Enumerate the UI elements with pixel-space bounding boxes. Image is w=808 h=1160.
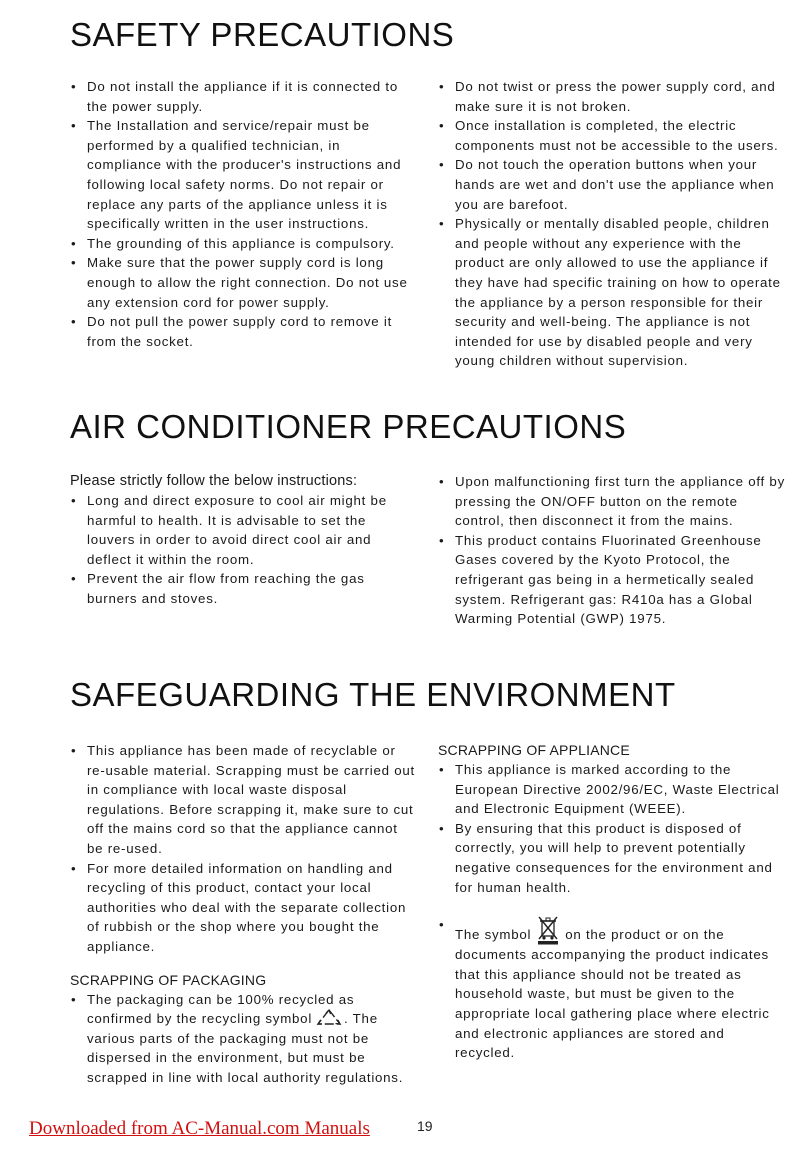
crossed-bin-icon bbox=[535, 915, 561, 945]
safety-title: SAFETY PRECAUTIONS bbox=[70, 16, 455, 53]
list-item bbox=[438, 915, 788, 1063]
environment-title: SAFEGUARDING THE ENVIRONMENT bbox=[70, 676, 676, 713]
list-item: • Do not twist or press the power supply cord, and make sure it is not broken. bbox=[438, 77, 788, 116]
list-item: • The Installation and service/repair must be performed by a qualified technician, in compliance with the producer's instructions and following local safety norms. Do not repair or replace any parts of the appliance unless it is specifically written in the user instructions. bbox=[70, 116, 415, 234]
list-item: • Long and direct exposure to cool air might be harmful to health. It is advisable to set the louvers in order to avoid direct cool air and deflect it within the room. bbox=[70, 491, 415, 569]
safety-right-column bbox=[438, 77, 788, 371]
list-item: • Once installation is completed, the electric components must not be accessible to the users. bbox=[438, 116, 788, 155]
list-item: • For more detailed information on handling and recycling of this product, contact your local authorities who deal with the separate collection of rubbish or the shop where you bought the appliance. bbox=[70, 859, 415, 957]
ac-left-column bbox=[70, 472, 415, 609]
packaging-heading: SCRAPPING OF PACKAGING bbox=[70, 971, 267, 988]
env-left-column bbox=[70, 741, 415, 1088]
recycle-symbol-icon bbox=[316, 1009, 342, 1026]
env-right-column bbox=[438, 741, 788, 1063]
packaging-text-start: The packaging can be 100% recycled as confirmed by the recycling symbol bbox=[87, 991, 355, 1027]
symbol-text-end: on the product or on the documents accompanying the product indicates that this appliance should not be treated as household waste, but must be given to the appropriate local gathering place where electric and electronic appliances are stored and recycled. bbox=[455, 927, 770, 1061]
list-item: • Make sure that the power supply cord is long enough to allow the right connection. Do not use any extension cord for power supply. bbox=[70, 253, 415, 312]
safety-left-column bbox=[70, 77, 415, 351]
list-item: • This appliance has been made of recyclable or re-usable material. Scrapping must be carried out in compliance with local waste disposal regulations. Before scrapping it, make sure to cut off the mains cord so that the appliance cannot be re-used. bbox=[70, 741, 415, 859]
list-item: • Do not pull the power supply cord to remove it from the socket. bbox=[70, 312, 415, 351]
list-item: • This product contains Fluorinated Greenhouse Gases covered by the Kyoto Protocol, the refrigerant gas being in a hermetically sealed system. Refrigerant gas: R410a has a Global Warming Potential (GWP) 1975. bbox=[438, 531, 788, 629]
list-item: • Prevent the air flow from reaching the gas burners and stoves. bbox=[70, 569, 415, 608]
ac-intro: Please strictly follow the below instructions: bbox=[70, 473, 358, 489]
air-conditioner-title: AIR CONDITIONER PRECAUTIONS bbox=[70, 408, 627, 445]
appliance-heading: SCRAPPING OF APPLIANCE bbox=[438, 742, 630, 758]
list-item bbox=[70, 990, 415, 1088]
page-number: 19 bbox=[417, 1118, 433, 1134]
list-item: • Upon malfunctioning first turn the appliance off by pressing the ON/OFF button on the remote control, then disconnect it from the mains. bbox=[438, 472, 788, 531]
list-item: • By ensuring that this product is disposed of correctly, you will help to prevent potentially negative consequences for the environment and for human health. bbox=[438, 819, 788, 897]
list-item: • Physically or mentally disabled people, children and people without any experience with the product are only allowed to use the appliance if they have had specific training on how to operate the appliance by a person responsible for their security and well-being. The appliance is not intended for use by disabled people and very young children without supervision. bbox=[438, 214, 788, 371]
list-item: • This appliance is marked according to the European Directive 2002/96/EC, Waste Electrical and Electronic Equipment (WEEE). bbox=[438, 760, 788, 819]
list-item: • The grounding of this appliance is compulsory. bbox=[70, 234, 415, 254]
list-item: • Do not install the appliance if it is connected to the power supply. bbox=[70, 77, 415, 116]
packaging-text-end: . The various parts of the packaging must not be dispersed in the environment, but must be scrapped in line with local authority regulations. bbox=[87, 1011, 404, 1085]
list-item: • Do not touch the operation buttons when your hands are wet and don't use the appliance when you are barefoot. bbox=[438, 155, 788, 214]
download-source-link[interactable]: Downloaded from AC-Manual.com Manuals bbox=[29, 1118, 370, 1139]
ac-right-column bbox=[438, 472, 788, 629]
symbol-text-start: The symbol bbox=[455, 927, 532, 943]
